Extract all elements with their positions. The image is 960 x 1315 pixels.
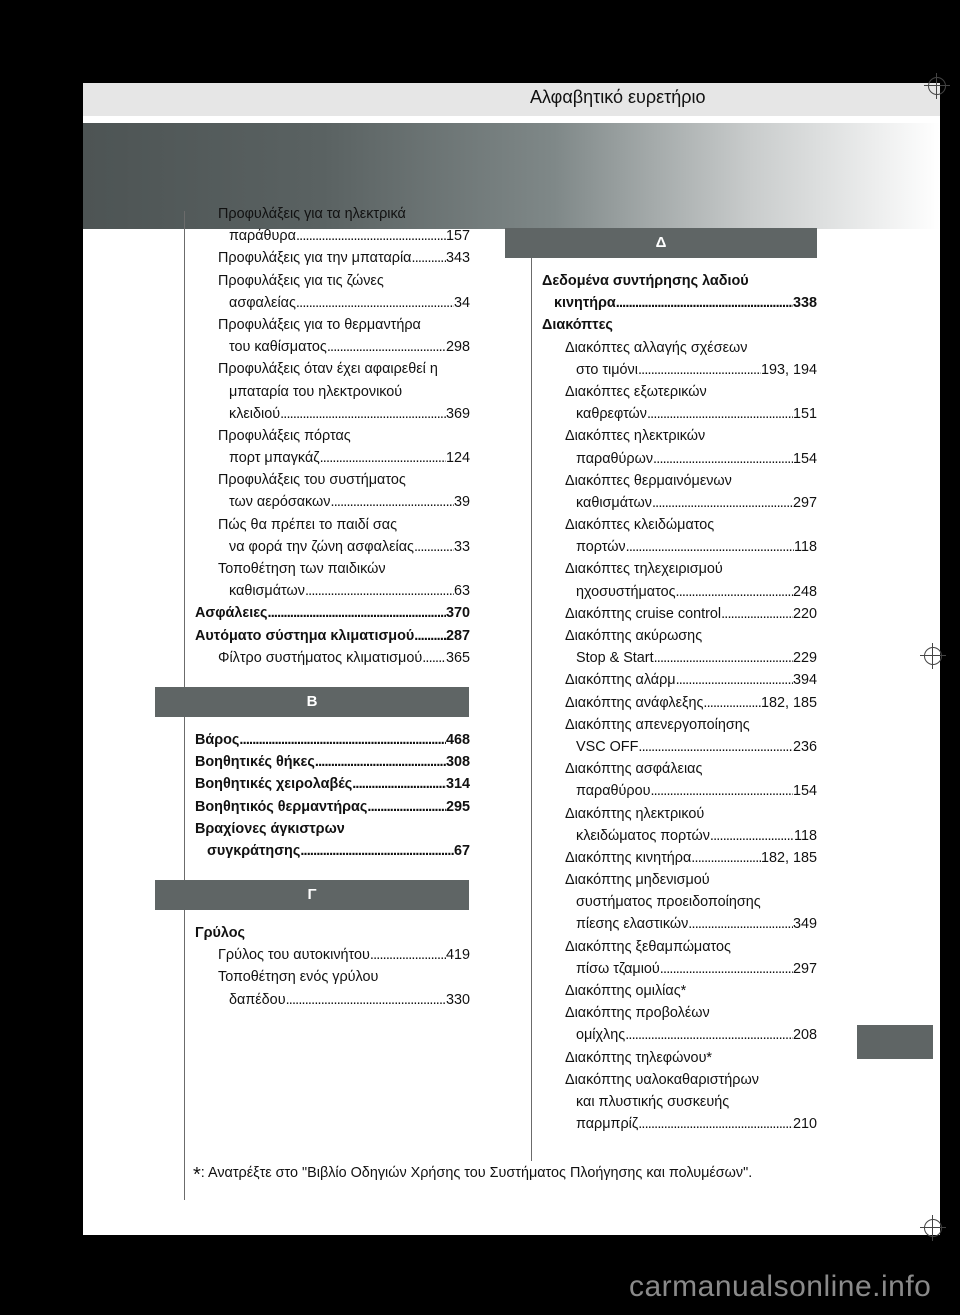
index-entry [542, 292, 817, 314]
index-entry [542, 692, 817, 714]
leader-dots [414, 536, 454, 558]
index-entry [542, 847, 817, 869]
entry-label: Βοηθητικές θήκες [195, 754, 315, 771]
entry-page: 394 [792, 672, 817, 689]
leader-dots [691, 847, 761, 869]
leader-dots [327, 336, 446, 358]
entry-label: Βοηθητικές χειρολαβές [195, 776, 353, 793]
entry-page: 33 [453, 538, 470, 555]
entry-page: 369 [445, 405, 470, 422]
leader-dots [414, 625, 446, 647]
leader-dots [647, 403, 793, 425]
entry-page: 343 [445, 250, 470, 267]
index-entry [542, 403, 817, 425]
leader-dots [315, 751, 446, 773]
leader-dots [676, 669, 793, 691]
index-entry: Διακόπτης προβολέων [565, 1005, 710, 1022]
index-entry: μπαταρία του ηλεκτρονικού [229, 383, 403, 400]
index-entry: συστήματος προειδοποίησης [576, 894, 761, 911]
entry-label: του καθίσματος [229, 339, 327, 356]
index-entry: Διακόπτες κλειδώματος [565, 517, 715, 534]
middle-column-rule [531, 229, 532, 1161]
entry-page: 39 [453, 494, 470, 511]
index-entry: Διακόπτης απενεργοποίησης [565, 716, 750, 733]
index-entry [542, 536, 817, 558]
leader-dots [280, 403, 446, 425]
entry-page: 298 [445, 339, 470, 356]
leader-dots [296, 292, 454, 314]
index-entry [195, 751, 470, 773]
entry-page: 365 [445, 649, 470, 666]
index-entry [195, 773, 470, 795]
page-header [83, 83, 940, 116]
registration-mark-icon [924, 647, 942, 665]
leader-dots [352, 773, 446, 795]
index-entry: Διακόπτες θερμαινόμενων [565, 472, 732, 489]
entry-page: 297 [792, 960, 817, 977]
entry-page: 157 [445, 228, 470, 245]
entry-label: δαπέδου [229, 991, 286, 1008]
entry-label: ομίχλης [576, 1027, 626, 1044]
index-entry [542, 492, 817, 514]
index-entry: Διακόπτης ξεθαμπώματος [565, 938, 731, 955]
index-entry [195, 225, 470, 247]
index-entry [195, 625, 470, 647]
leader-dots [703, 692, 761, 714]
index-entry [542, 736, 817, 758]
footnote-text: : Ανατρέξτε στο "Βιβλίο Οδηγιών Χρήσης του Συστήματος Πλοήγησης και πολυμέσων". [200, 1165, 753, 1181]
leader-dots [638, 736, 793, 758]
leader-dots [638, 359, 761, 381]
leader-dots [676, 581, 793, 603]
index-entry [195, 989, 470, 1011]
page-title: Αλφαβητικό ευρετήριο [530, 87, 706, 107]
leader-dots [652, 492, 793, 514]
index-entry [195, 447, 470, 469]
index-entry: Προφυλάξεις για το θερμαντήρα [218, 316, 421, 333]
entry-label: Ασφάλειες [195, 605, 268, 622]
entry-label: να φορά την ζώνη ασφαλείας [229, 538, 414, 555]
entry-page: 308 [445, 754, 470, 771]
index-entry [195, 840, 470, 862]
entry-page: 370 [445, 605, 470, 622]
entry-label: Βοηθητικός θερμαντήρας [195, 798, 368, 815]
entry-page: 154 [792, 450, 817, 467]
index-entry: και πλυστικής συσκευής [576, 1093, 730, 1110]
index-entry [542, 958, 817, 980]
entry-label: ασφαλείας [229, 294, 296, 311]
index-entry: Διακόπτες ηλεκτρικών [565, 428, 706, 445]
leader-dots [320, 447, 446, 469]
entry-label: συγκράτησης [207, 842, 301, 859]
index-entry: Διακόπτες αλλαγής σχέσεων [565, 339, 748, 356]
leader-dots [268, 602, 446, 624]
leader-dots [626, 536, 794, 558]
index-entry: Γρύλος [195, 925, 246, 942]
index-entry [542, 825, 817, 847]
entry-page: 124 [445, 450, 470, 467]
leader-dots [625, 1024, 793, 1046]
leader-dots [412, 247, 446, 269]
entry-page: 419 [445, 947, 470, 964]
entry-label: καθισμάτων [229, 583, 305, 600]
section-header: Δ [505, 228, 817, 258]
entry-page: 236 [792, 738, 817, 755]
leader-dots [688, 913, 793, 935]
leader-dots [653, 448, 793, 470]
index-column-left [195, 203, 470, 1011]
entry-label: ηχοσυστήματος [576, 583, 676, 600]
entry-label: Βάρος [195, 731, 240, 748]
entry-page: 193, 194 [760, 361, 817, 378]
leader-dots [331, 491, 454, 513]
index-entry [195, 536, 470, 558]
entry-page: 154 [792, 783, 817, 800]
entry-page: 182, 185 [760, 849, 817, 866]
leader-dots [239, 729, 446, 751]
registration-mark-icon [928, 77, 946, 95]
entry-page: 248 [792, 583, 817, 600]
entry-page: 182, 185 [760, 694, 817, 711]
index-column-right [542, 228, 817, 1135]
entry-label: Φίλτρο συστήματος κλιματισμού [218, 649, 423, 666]
entry-page: 295 [445, 798, 470, 815]
leader-dots [654, 647, 793, 669]
entry-page: 118 [794, 539, 817, 556]
index-entry [195, 580, 470, 602]
entry-page: 34 [453, 294, 470, 311]
index-entry: Προφυλάξεις του συστήματος [218, 472, 406, 489]
watermark: carmanualsonline.info [629, 1270, 932, 1303]
index-entry: Διακόπτης ομιλίας* [565, 983, 687, 999]
entry-page: 67 [453, 842, 470, 859]
leader-dots [305, 580, 454, 602]
entry-label: Διακόπτης ανάφλεξης [565, 694, 704, 711]
index-entry: Προφυλάξεις πόρτας [218, 427, 351, 444]
entry-page: 297 [792, 494, 817, 511]
index-entry [542, 359, 817, 381]
entry-label: στο τιμόνι [576, 361, 638, 378]
footnote-star: * [193, 1164, 201, 1186]
entry-page: 208 [792, 1027, 817, 1044]
entry-page: 330 [445, 991, 470, 1008]
index-entry [195, 647, 470, 669]
index-entry [542, 603, 817, 625]
entry-label: παραθύρου [576, 783, 651, 800]
entry-label: κλειδώματος πορτών [576, 827, 710, 844]
entry-label: πίεσης ελαστικών [576, 916, 689, 933]
footnote [193, 1164, 752, 1187]
entry-label: πίσω τζαμιού [576, 960, 660, 977]
index-entry [195, 729, 470, 751]
index-entry: Πώς θα πρέπει το παιδί σας [218, 516, 398, 533]
leader-dots [370, 944, 446, 966]
entry-page: 349 [792, 916, 817, 933]
entry-label: κλειδιού [229, 405, 281, 422]
chapter-tab [857, 1025, 933, 1059]
index-entry: Προφυλάξεις για τα ηλεκτρικά [218, 206, 406, 222]
index-entry [195, 403, 470, 425]
entry-label: πορτών [576, 539, 626, 556]
index-entry [195, 336, 470, 358]
entry-page: 338 [792, 295, 817, 312]
entry-page: 468 [445, 731, 470, 748]
section-header: Β [155, 687, 469, 717]
index-entry: Διακόπτης υαλοκαθαριστήρων [565, 1071, 759, 1088]
index-entry [195, 491, 470, 513]
entry-label: παράθυρα [229, 228, 296, 245]
index-entry: Τοποθέτηση των παιδικών [218, 561, 386, 577]
entry-label: Διακόπτης κινητήρα [565, 849, 692, 866]
entry-page: 220 [792, 605, 817, 622]
entry-page: 151 [792, 406, 817, 423]
leader-dots [710, 825, 794, 847]
leader-dots [422, 647, 446, 669]
entry-label: κινητήρα [554, 295, 616, 312]
index-entry: Διακόπτης ασφάλειας [565, 761, 703, 778]
index-entry [542, 780, 817, 802]
index-entry: Διακόπτες εξωτερικών [565, 383, 707, 400]
entry-page: 314 [445, 776, 470, 793]
index-entry [542, 448, 817, 470]
index-entry [195, 944, 470, 966]
entry-label: καθισμάτων [576, 494, 652, 511]
index-entry: Βραχίονες άγκιστρων [195, 820, 345, 837]
index-entry [195, 247, 470, 269]
leader-dots [721, 603, 793, 625]
entry-label: Διακόπτης αλάρμ [565, 672, 676, 689]
entry-label: Προφυλάξεις για την μπαταρία [218, 250, 412, 267]
entry-page: 118 [794, 827, 817, 844]
index-entry [542, 1113, 817, 1135]
leader-dots [296, 225, 446, 247]
entry-label: παρμπρίζ [576, 1116, 639, 1133]
index-entry: Προφυλάξεις για τις ζώνες [218, 272, 384, 289]
leader-dots [638, 1113, 793, 1135]
manual-page [83, 83, 940, 1235]
leader-dots [286, 989, 446, 1011]
entry-label: Γρύλος του αυτοκινήτου [218, 947, 370, 964]
index-entry: Διακόπτες τηλεχειρισμού [565, 561, 723, 578]
index-entry: Διακόπτης μηδενισμού [565, 872, 710, 889]
index-entry [542, 913, 817, 935]
index-entry [542, 669, 817, 691]
section-header: Γ [155, 880, 469, 910]
index-entry [542, 581, 817, 603]
index-entry: Τοποθέτηση ενός γρύλου [218, 969, 379, 986]
entry-page: 229 [792, 650, 817, 667]
leader-dots [660, 958, 793, 980]
index-entry: Διακόπτης ηλεκτρικού [565, 805, 705, 822]
entry-label: Αυτόματο σύστημα κλιματισμού [195, 627, 415, 644]
index-entry [542, 647, 817, 669]
leader-dots [300, 840, 454, 862]
index-entry: Διακόπτες [542, 317, 613, 334]
entry-label: Stop & Start [576, 650, 654, 667]
index-entry: Διακόπτης τηλεφώνου* [565, 1049, 713, 1066]
entry-label: VSC OFF [576, 738, 639, 755]
index-entry [195, 796, 470, 818]
entry-page: 210 [792, 1116, 817, 1133]
registration-mark-icon [924, 1219, 942, 1237]
entry-page: 63 [453, 583, 470, 600]
index-entry: Δεδομένα συντήρησης λαδιού [542, 273, 749, 289]
index-entry [195, 292, 470, 314]
index-entry: Προφυλάξεις όταν έχει αφαιρεθεί η [218, 361, 438, 378]
index-entry [195, 602, 470, 624]
leader-dots [650, 780, 793, 802]
index-entry [542, 1024, 817, 1046]
entry-label: πορτ μπαγκάζ [229, 450, 320, 467]
entry-label: των αερόσακων [229, 494, 331, 511]
index-entry: Διακόπτης ακύρωσης [565, 628, 703, 644]
entry-label: παραθύρων [576, 450, 654, 467]
leader-dots [616, 292, 793, 314]
entry-label: Διακόπτης cruise control [565, 605, 722, 622]
leader-dots [367, 796, 446, 818]
entry-label: καθρεφτών [576, 406, 647, 423]
entry-page: 287 [445, 627, 470, 644]
